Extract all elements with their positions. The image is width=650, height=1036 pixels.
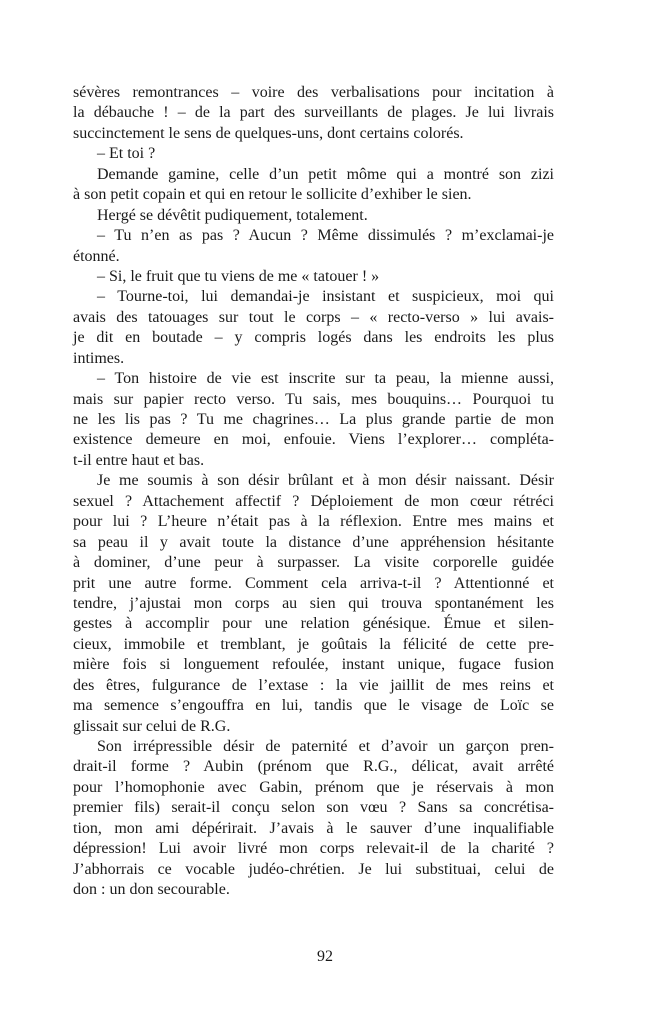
- text-line: premier fils) serait-il conçu selon son vœu ? Sans sa concrétisa-: [73, 799, 554, 817]
- text-line: Je me soumis à son désir brûlant et à mon désir naissant. Désir: [97, 472, 554, 490]
- text-line: ne les lis pas ? Tu me chagrines… La plus grande partie de mon: [73, 411, 554, 428]
- text-line: à son petit copain et qui en retour le sollicite d’exhiber le sien.: [73, 186, 472, 204]
- text-line: dépression! Lui avoir livré mon corps relevait-il de la charité ?: [73, 840, 554, 858]
- text-line: sévères remontrances – voire des verbalisations pour incitation à: [73, 84, 554, 101]
- text-line: gestes à accomplir pour une relation génésique. Émue et silen-: [73, 615, 554, 633]
- text-line: tion, mon ami dépérirait. J’avais à le sauver d’une inqualifiable: [73, 819, 554, 837]
- text-line: à dominer, d’une peur à surpasser. La visite corporelle guidée: [73, 554, 554, 572]
- text-line: cieux, immobile et tremblant, je goûtais la félicité de cette pre-: [73, 635, 554, 653]
- text-line: mière fois si longuement refoulée, instant unique, fugace fusion: [73, 656, 554, 674]
- text-line: tendre, j’ajustai mon corps au sien qui trouva spontanément les: [73, 594, 554, 612]
- text-line: don : un don secourable.: [73, 881, 230, 899]
- text-line: Hergé se dévêtit pudiquement, totalement.: [97, 206, 368, 224]
- text-line: pour l’homophonie avec Gabin, prénom que je réservais à mon: [73, 778, 554, 796]
- text-block: [73, 84, 554, 902]
- text-line: mais sur papier recto verso. Tu sais, mes bouquins… Pourquoi tu: [73, 390, 554, 408]
- text-line: – Tourne-toi, lui demandai-je insistant et suspicieux, moi qui: [97, 288, 554, 306]
- text-line: sa peau il y avait toute la distance d’une appréhension hésitante: [73, 533, 554, 551]
- text-line: prit une autre forme. Comment cela arriva-t-il ? Attentionné et: [73, 574, 554, 592]
- text-line: la débauche ! – de la part des surveillants de plages. Je lui livrais: [73, 104, 554, 122]
- text-line: – Tu n’en as pas ? Aucun ? Même dissimulés ? m’exclamai-je: [97, 227, 554, 245]
- text-line: – Et toi ?: [97, 145, 156, 163]
- page-body: [73, 84, 554, 902]
- text-line: existence demeure en moi, enfouie. Viens l’explorer… compléta-: [73, 431, 554, 449]
- text-line: Son irrépressible désir de paternité et d’avoir un garçon pren-: [97, 738, 554, 755]
- text-line: pour lui ? L’heure n’était pas à la réflexion. Entre mes mains et: [73, 513, 554, 531]
- text-line: succinctement le sens de quelques-uns, dont certains colorés.: [73, 124, 464, 142]
- text-line: étonné.: [73, 247, 120, 265]
- text-line: sexuel ? Attachement affectif ? Déploiement de mon cœur rétréci: [73, 492, 554, 510]
- page-number: 92: [317, 948, 333, 965]
- text-line: des êtres, fulgurance de l’extase : la vie jaillit de mes reins et: [73, 676, 554, 694]
- text-line: – Si, le fruit que tu viens de me « tatouer ! »: [97, 267, 380, 285]
- text-line: ma semence s’engouffra en lui, tandis que le visage de Loïc se: [73, 697, 554, 715]
- text-line: glissait sur celui de R.G.: [73, 717, 231, 735]
- text-line: je dit en boutade – y compris logés dans les endroits les plus: [73, 329, 554, 347]
- text-line: avais des tatouages sur tout le corps – « recto-verso » lui avais-: [73, 308, 554, 326]
- text-line: intimes.: [73, 349, 125, 367]
- text-line: Demande gamine, celle d’un petit môme qui a montré son zizi: [97, 165, 554, 183]
- text-line: t-il entre haut et bas.: [73, 451, 205, 469]
- text-line: drait-il forme ? Aubin (prénom que R.G., délicat, avait arrêté: [73, 758, 554, 776]
- text-line: J’abhorrais ce vocable judéo-chrétien. Je lui substituai, celui de: [73, 860, 554, 878]
- text-line: – Ton histoire de vie est inscrite sur ta peau, la mienne aussi,: [97, 370, 554, 388]
